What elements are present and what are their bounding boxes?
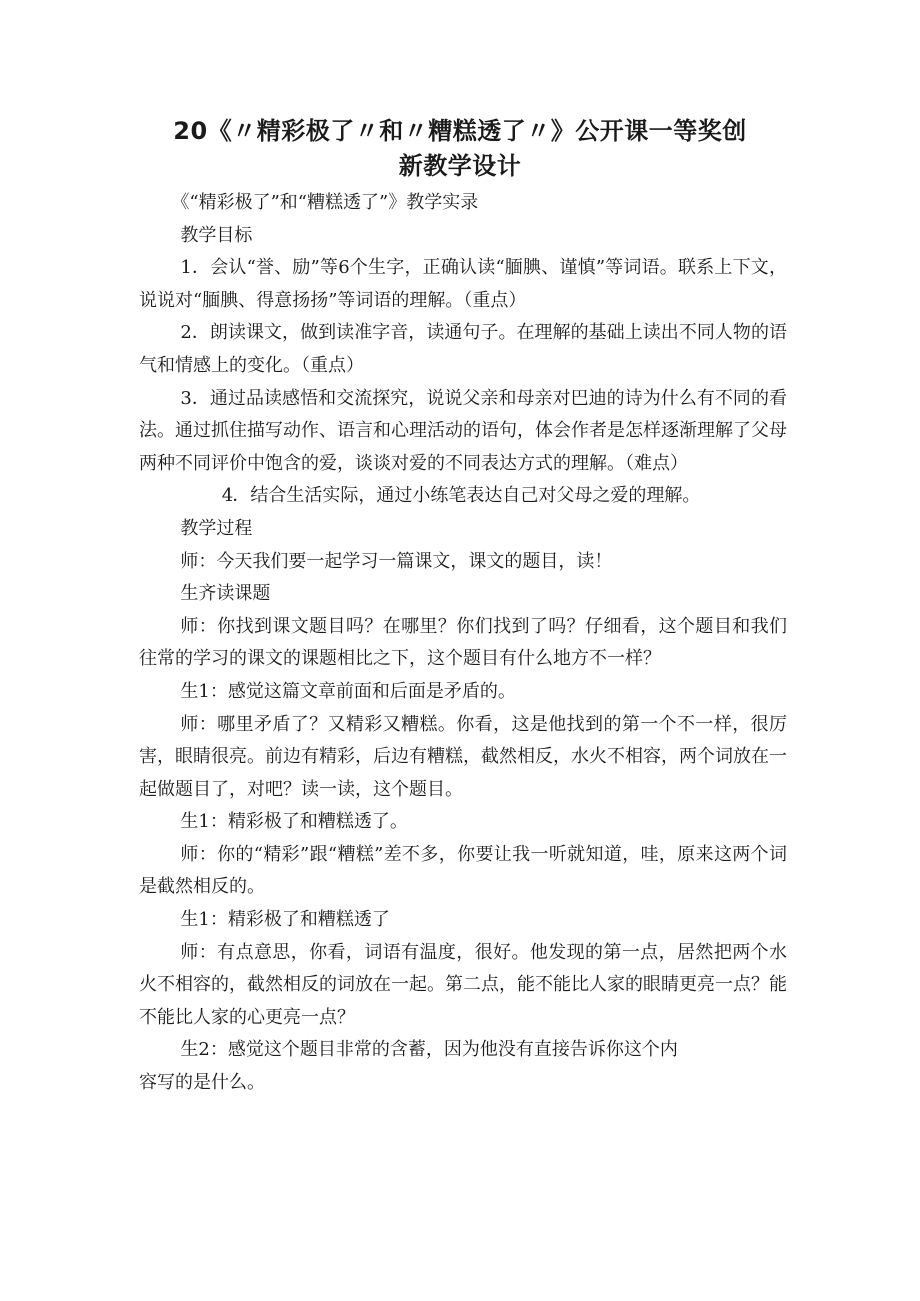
subtitle-paragraph: 《“精彩极了”和“糟糕透了”》教学实录 [171,192,479,213]
document-body [139,187,787,1100]
dialogue-paragraph: 师：今天我们要一起学习一篇课文，课文的题目，读！ [180,550,613,572]
objective-4 [139,480,787,513]
section-heading-process: 教学过程 [180,517,253,539]
document-title-line-1: 20《〃精彩极了〃和〃糟糕透了〃》公开课一等奖创 [173,117,747,145]
dialogue-paragraph: 师：哪里矛盾了？又精彩又糟糕。你看，这是他找到的第一个不一样，很厉害，眼睛很亮。前边有精彩，后边有糟糕，截然相反，水火不相容，两个词放在一起做题目了，对吧？读一读，这个题目。 [139,713,787,800]
dialogue-paragraph: 生1：感觉这篇文章前面和后面是矛盾的。 [180,680,516,702]
dialogue-paragraph: 生2：感觉这个题目非常的含蓄，因为他没有直接告诉你这个内 [180,1039,678,1061]
document-title-line-2: 新教学设计 [398,152,522,180]
dialogue-paragraph: 师：你的“精彩”跟“糟糕”差不多，你要让我一听就知道，哇，原来这两个词是截然相反的。 [139,843,787,898]
section-heading-objectives: 教学目标 [180,224,253,246]
objective-4-number: 4 [221,485,234,507]
dialogue-paragraph: 师：你找到课文题目吗？在哪里？你们找到了吗？仔细看，这个题目和我们往常的学习的课文的课题相比之下，这个题目有什么地方不一样？ [139,615,787,670]
dialogue-paragraph: 生1：精彩极了和糟糕透了 [180,909,390,931]
dialogue-paragraph-continuation: 容写的是什么。 [139,1072,265,1094]
dialogue-paragraph: 师：有点意思，你看，词语有温度，很好。他发现的第一点，居然把两个水火不相容的，截然相反的词放在一起。第二点，能不能比人家的眼睛更亮一点？能不能比人家的心更亮一点？ [139,941,787,1028]
objective-3: 3．通过品读感悟和交流探究，说说父亲和母亲对巴迪的诗为什么有不同的看法。通过抓住描写动作、语言和心理活动的语句，体会作者是怎样逐渐理解了父母两种不同评价中饱含的爱，谈谈对爱的不同表达方式的理解。（难点） [139,387,787,474]
dialogue-paragraph: 生1：精彩极了和糟糕透了。 [180,811,408,833]
objective-2: 2．朗读课文，做到读准字音，读通句子。在理解的基础上读出不同人物的语气和情感上的变化。（重点） [139,322,787,376]
objective-1: 1．会认“誉、励”等6个生字，正确认读“腼腆、谨慎”等词语。联系上下文，说说对“腼腆、得意扬扬”等词语的理解。（重点） [139,257,787,311]
objective-4-text: ．结合生活实际，通过小练笔表达自己对父母之爱的理解。 [232,485,701,507]
dialogue-paragraph: 生齐读课题 [180,583,271,605]
